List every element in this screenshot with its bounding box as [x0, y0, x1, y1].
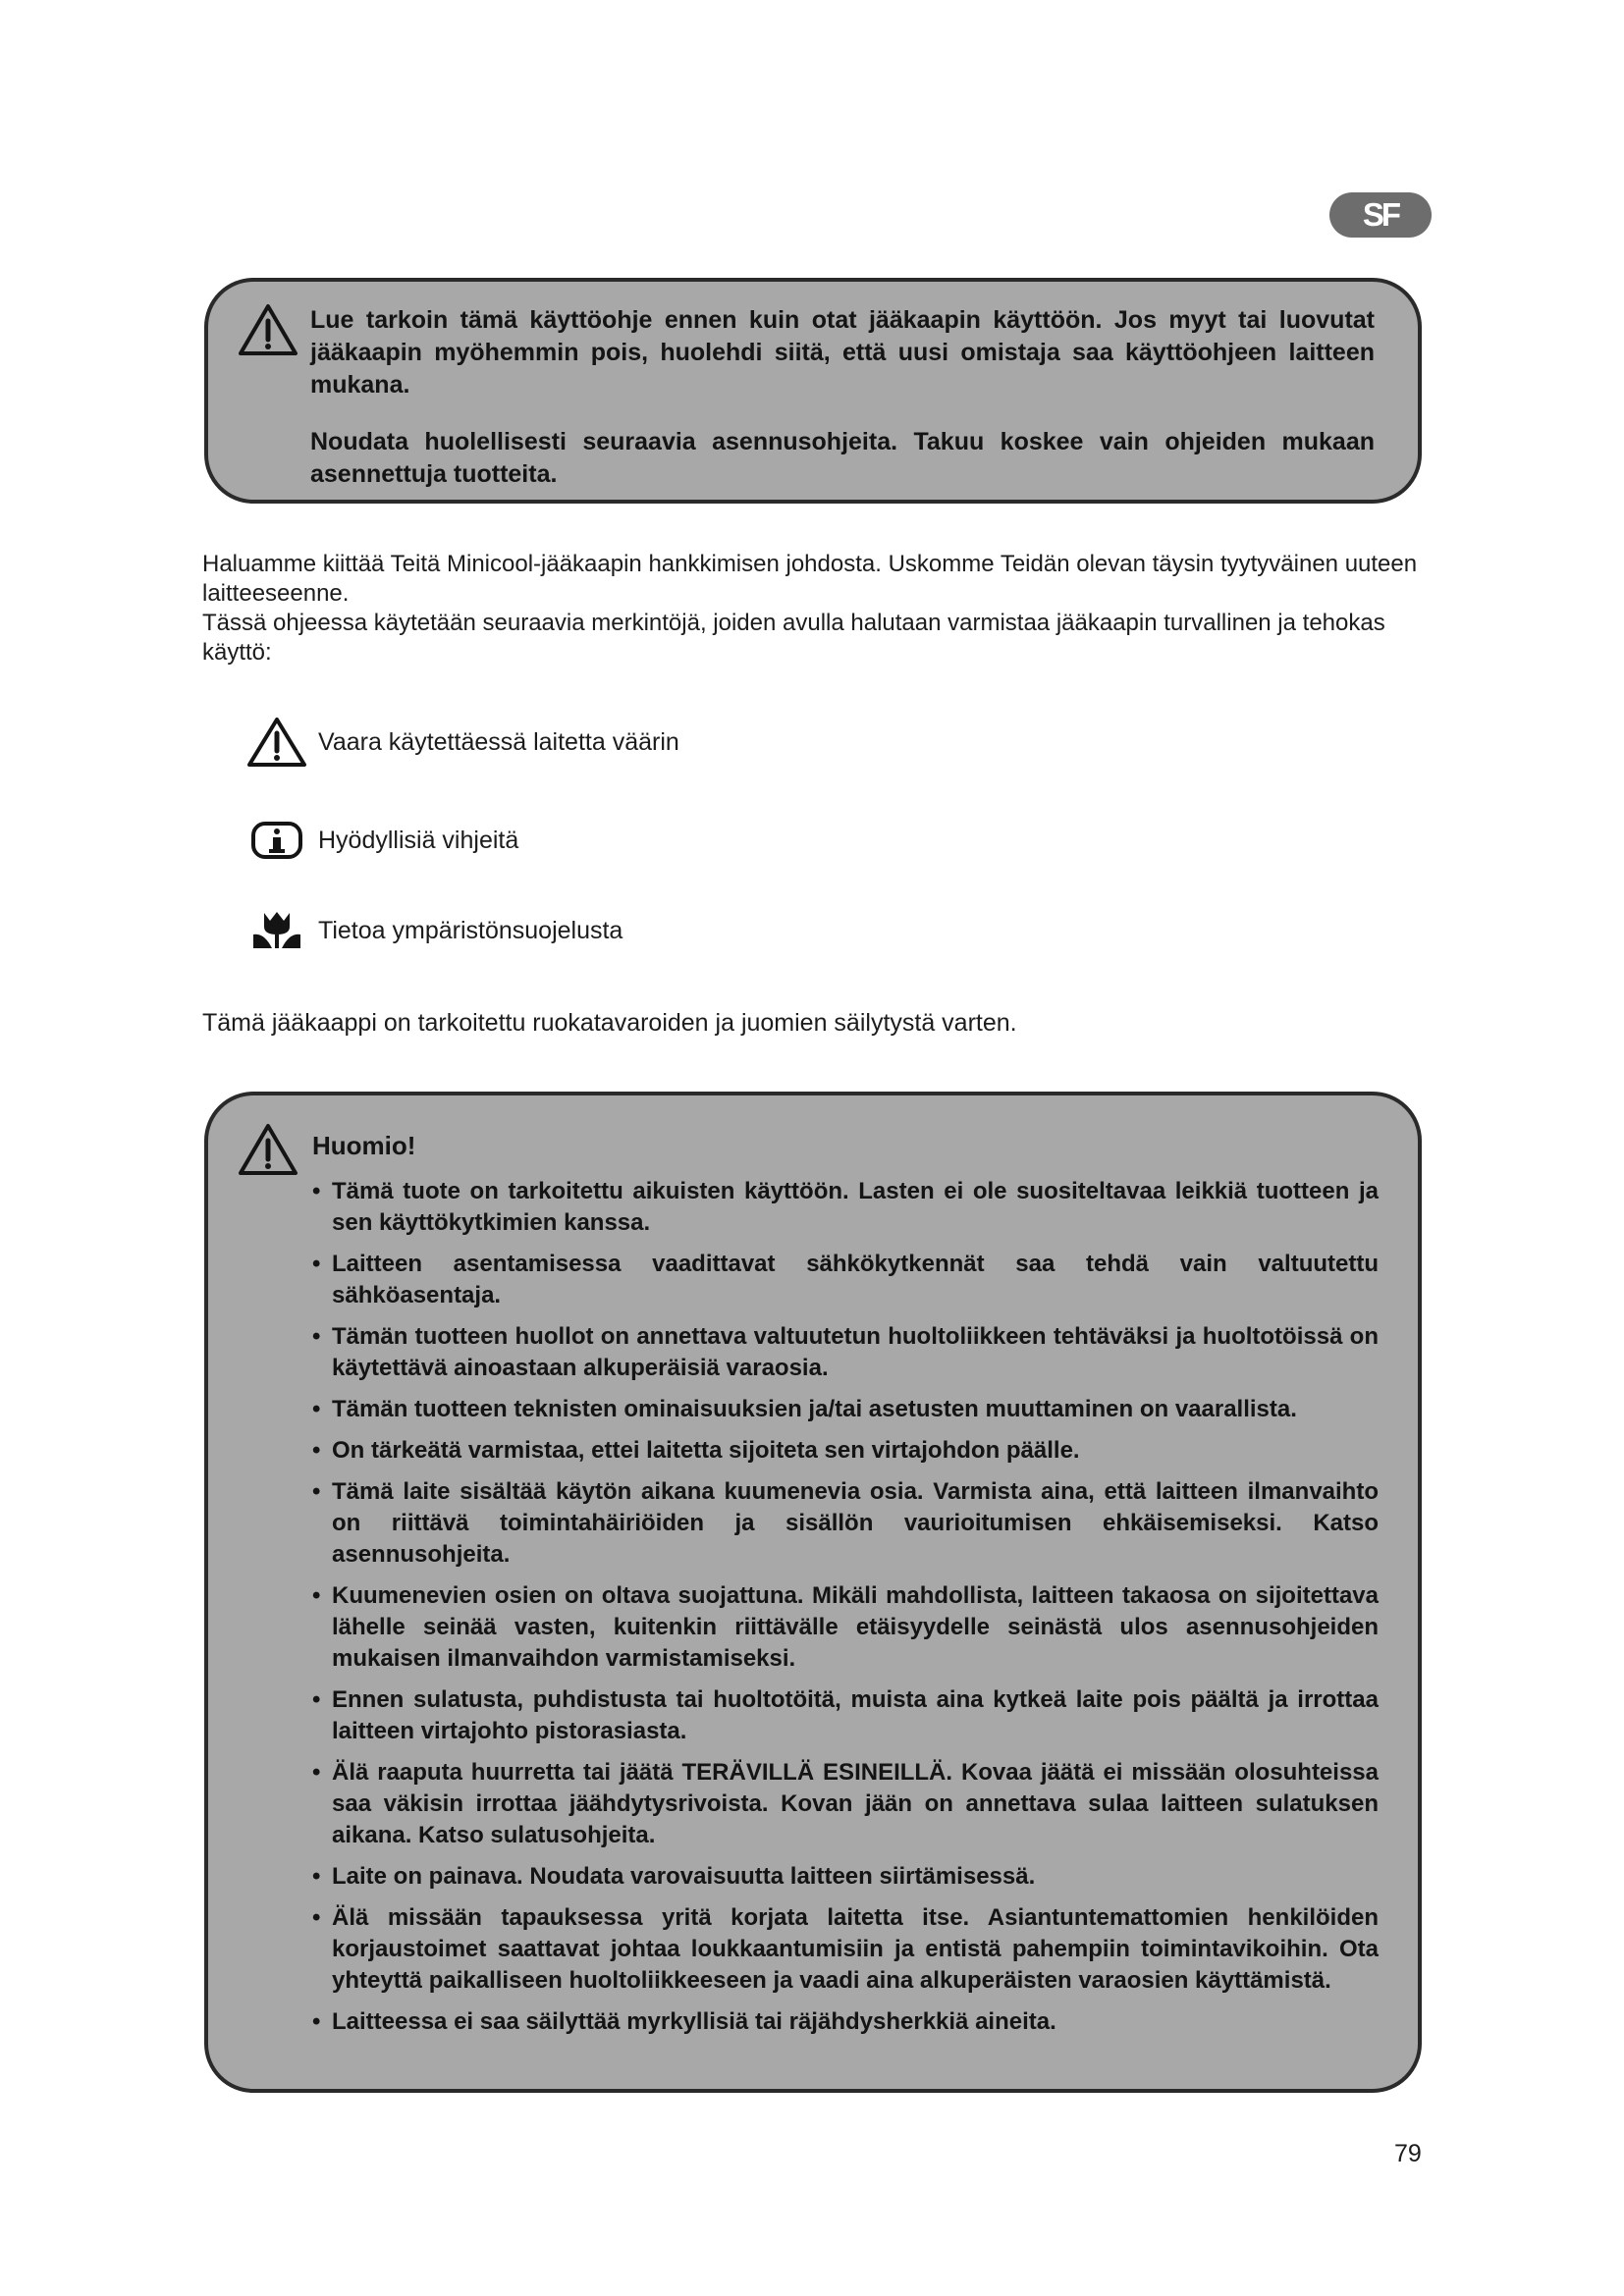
- legend-label-environment: Tietoa ympäristönsuojelusta: [318, 916, 623, 944]
- caution-item: • Laitteessa ei saa säilyttää myrkyllisiä tai räjähdysherkkiä aineita.: [312, 2006, 1379, 2038]
- intro-paragraph-2: Tässä ohjeessa käytetään seuraavia merkintöjä, joiden avulla halutaan varmistaa jääkaapin turvallinen ja tehokas käyttö:: [202, 610, 1385, 666]
- warning-triangle-icon: [246, 717, 307, 768]
- caution-item: • On tärkeätä varmistaa, ettei laitetta sijoiteta sen virtajohdon päälle.: [312, 1435, 1379, 1467]
- caution-list: [312, 1176, 1379, 2048]
- legend-item-danger: [245, 717, 679, 768]
- caution-item: • Tämän tuotteen teknisten ominaisuuksien ja/tai asetusten muuttaminen on vaarallista.: [312, 1394, 1379, 1425]
- page-number: 79: [1394, 2140, 1422, 2167]
- environment-flower-icon: [250, 909, 303, 952]
- intro-thanks: [202, 550, 1435, 609]
- legend-item-tips: [245, 821, 518, 860]
- warning-paragraph-2: Noudata huolellisesti seuraavia asennusohjeita. Takuu koskee vain ohjeiden mukaan asennettuja tuotteita.: [310, 428, 1375, 488]
- caution-item: • Laitteen asentamisessa vaadittavat sähkökytkennät saa tehdä vain valtuutettu sähköasentaja.: [312, 1249, 1379, 1311]
- legend-label-danger: Vaara käytettäessä laitetta väärin: [318, 727, 679, 756]
- info-icon: [250, 821, 303, 860]
- caution-item: • Älä missään tapauksessa yritä korjata laitetta itse. Asiantuntemattomien henkilöiden korjaustoimet saattavat johtaa loukkaantumisiin ja entistä pahempiin toimintavikoihin. Ota yhteyttä paikalliseen huoltoliikkeeseen ja vaadi aina alkuperäisten varaosien käyttämistä.: [312, 1902, 1379, 1997]
- purpose-statement: Tämä jääkaappi on tarkoitettu ruokatavaroiden ja juomien säilytystä varten.: [202, 1009, 1017, 1037]
- warning-paragraph-1: Lue tarkoin tämä käyttöohje ennen kuin otat jääkaapin käyttöön. Jos myyt tai luovutat jääkaapin myöhemmin pois, huolehdi siitä, että uusi omistaja saa käyttöohjeen laitteen mukana.: [310, 306, 1375, 399]
- caution-item: • Tämä tuote on tarkoitettu aikuisten käyttöön. Lasten ei ole suositeltavaa leikkiä tuotteen ja sen käyttökytkimien kanssa.: [312, 1176, 1379, 1239]
- legend-label-tips: Hyödyllisiä vihjeitä: [318, 826, 519, 854]
- intro-paragraph-1: Haluamme kiittää Teitä Minicool-jääkaapin hankkimisen johdosta. Uskomme Teidän olevan täysin tyytyväinen uuteen laitteeseenne.: [202, 551, 1418, 607]
- warning-box: [204, 278, 1422, 504]
- warning-triangle-icon: [238, 1123, 298, 1176]
- warning-triangle-icon: [238, 303, 298, 356]
- caution-item: • Tämän tuotteen huollot on annettava valtuutetun huoltoliikkeen tehtäväksi ja huoltotöissä on käytettävä ainoastaan alkuperäisiä varaosia.: [312, 1321, 1379, 1384]
- intro-symbols: [202, 609, 1435, 667]
- caution-heading: Huomio!: [312, 1131, 416, 1160]
- caution-item: • Kuumenevien osien on oltava suojattuna. Mikäli mahdollista, laitteen takaosa on sijoitettava lähelle seinää vasten, kuitenkin riittävälle etäisyydelle seinästä ulos asennusohjeiden mukaisen ilmanvaihdon varmistamiseksi.: [312, 1580, 1379, 1675]
- language-badge: SF: [1329, 192, 1432, 238]
- legend-item-environment: [245, 909, 623, 952]
- caution-box: [204, 1092, 1422, 2093]
- caution-item: • Laite on painava. Noudata varovaisuutta laitteen siirtämisessä.: [312, 1861, 1379, 1893]
- caution-item: • Ennen sulatusta, puhdistusta tai huoltotöitä, muista aina kytkeä laite pois päältä ja irrottaa laitteen virtajohto pistorasiasta.: [312, 1684, 1379, 1747]
- caution-item: • Älä raaputa huurretta tai jäätä TERÄVILLÄ ESINEILLÄ. Kovaa jäätä ei missään olosuhteissa saa väkisin irrottaa jäähdytysrivoista. Kovan jään on annettava sulaa laitteen sulatuksen aikana. Katso sulatusohjeita.: [312, 1757, 1379, 1851]
- caution-item: • Tämä laite sisältää käytön aikana kuumenevia osia. Varmista aina, että laitteen ilmanvaihto on riittävä toimintahäiriöiden ja sisällön vaurioitumisen ehkäisemiseksi. Katso asennusohjeita.: [312, 1476, 1379, 1571]
